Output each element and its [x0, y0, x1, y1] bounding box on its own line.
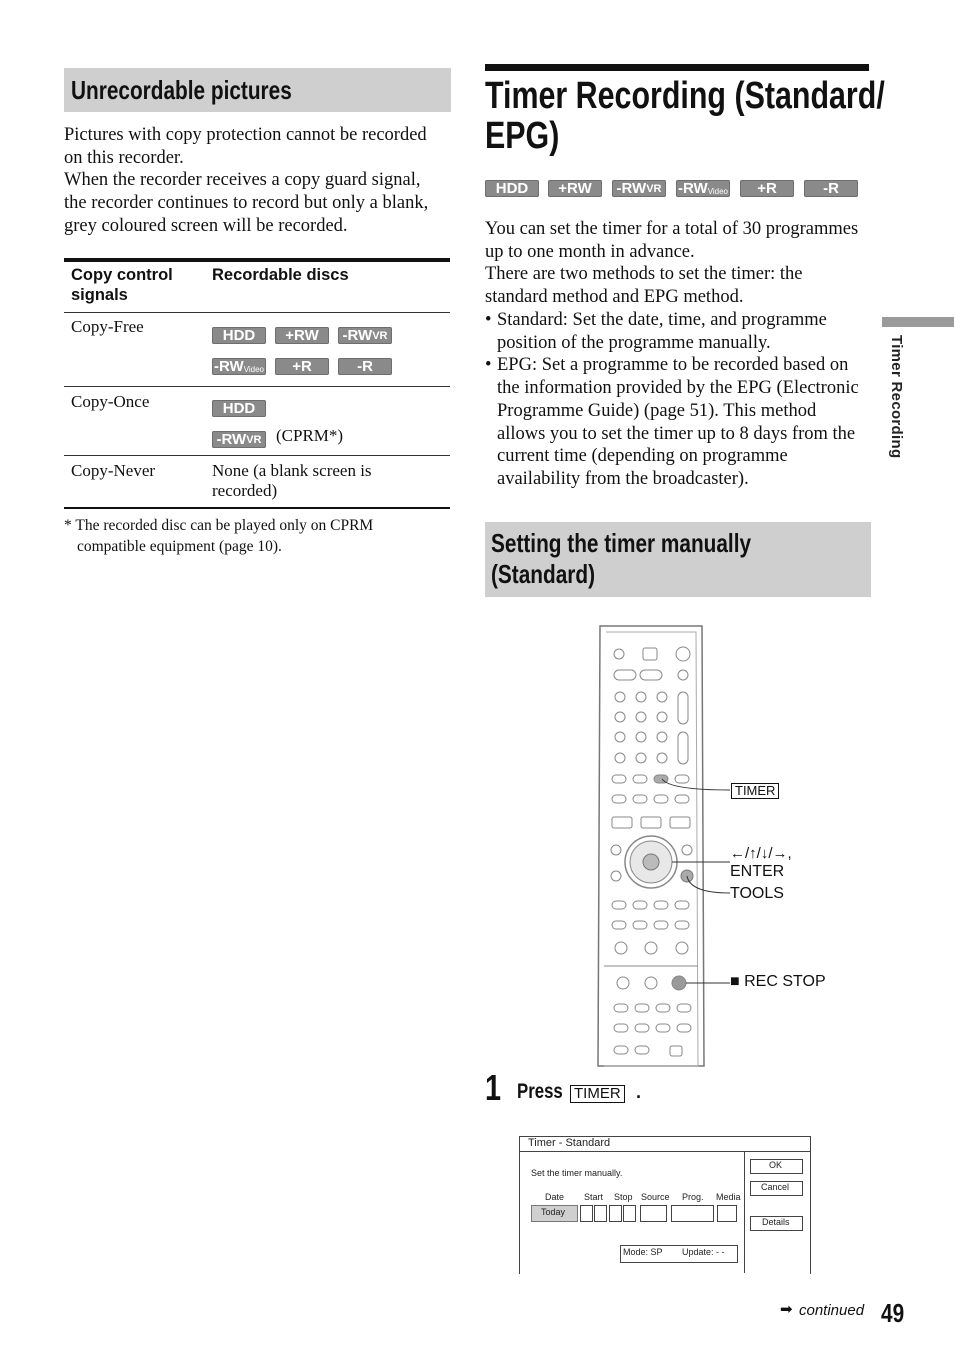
- column-header: Stop: [614, 1192, 633, 1202]
- date-value: Today: [541, 1207, 566, 1217]
- update-status: Update: - -: [682, 1247, 725, 1257]
- table-rule: [64, 386, 450, 387]
- table-cell-signal: Copy-Free: [71, 317, 144, 336]
- column-header: Start: [584, 1192, 604, 1202]
- list-item: • EPG: Set a programme to be recorded based on the information provided by the EPG (Electronic Programme Guide) (page 51). This method allows you to set the timer up to 8 days from the current time (depending on programme availability from the broadcaster).: [485, 355, 859, 489]
- column-header: Prog.: [682, 1192, 704, 1202]
- stop-hour-field[interactable]: [609, 1205, 622, 1222]
- paragraph-line: on this recorder.: [64, 147, 184, 168]
- continued-label: continued: [799, 1302, 865, 1319]
- details-button-label: Details: [762, 1217, 790, 1227]
- plus-r-badge: +R: [740, 180, 794, 197]
- screen-instruction: Set the timer manually.: [531, 1168, 623, 1178]
- side-tab-marker: [882, 317, 954, 327]
- source-field[interactable]: [640, 1205, 667, 1222]
- cprm-note: (CPRM*): [276, 426, 344, 445]
- section-title-manual: Setting the timer manually (Standard): [491, 528, 752, 589]
- table-bottom-rule: [64, 507, 450, 509]
- step-period: .: [636, 1082, 642, 1102]
- table-rule: [64, 312, 450, 313]
- hdd-badge: HDD: [485, 180, 539, 197]
- unrecordable-paragraph: [64, 124, 454, 238]
- arrows-label: ←/↑/↓/→,: [730, 845, 792, 862]
- prog-field[interactable]: [671, 1205, 714, 1222]
- list-item: • Standard: Set the date, time, and programme position of the programme manually.: [485, 310, 827, 353]
- minus-rw-vr-badge: -RW VR: [212, 431, 266, 448]
- tools-label: TOOLS: [730, 885, 784, 902]
- minus-rw-vr-badge: -RW VR: [338, 327, 392, 344]
- column-header: Source: [641, 1192, 670, 1202]
- section-title-unrecordable: Unrecordable pictures: [71, 75, 292, 105]
- plus-r-badge: +R: [275, 358, 329, 375]
- button-panel-divider: [744, 1152, 745, 1273]
- minus-r-badge: -R: [804, 180, 858, 197]
- stop-min-field[interactable]: [623, 1205, 636, 1222]
- start-hour-field[interactable]: [580, 1205, 593, 1222]
- continued-arrow-icon: ➡: [780, 1301, 793, 1318]
- timer-key: TIMER: [570, 1085, 625, 1103]
- table-header-col2: Recordable discs: [212, 266, 349, 284]
- table-cell-discs: None (a blank screen is recorded): [212, 461, 372, 500]
- paragraph-line: When the recorder receives a copy guard signal,: [64, 170, 421, 191]
- table-rule: [64, 455, 450, 456]
- paragraph-line: grey coloured screen will be recorded.: [64, 215, 348, 236]
- media-field[interactable]: [717, 1205, 737, 1222]
- side-tab-label: Timer Recording: [888, 335, 905, 459]
- enter-label: ENTER: [730, 863, 785, 880]
- paragraph-line: Pictures with copy protection cannot be recorded: [64, 125, 427, 145]
- minus-rw-video-badge: -RW Video: [213, 358, 265, 375]
- screen-title: Timer - Standard: [528, 1137, 611, 1149]
- hdd-badge: HDD: [212, 327, 266, 344]
- plus-rw-badge: +RW: [275, 327, 329, 344]
- step-press-text: Press: [517, 1080, 563, 1103]
- title-rule: [485, 64, 869, 71]
- ok-button-label: OK: [769, 1160, 783, 1170]
- table-cell-signal: Copy-Never: [71, 461, 156, 480]
- cancel-button-label: Cancel: [761, 1182, 790, 1192]
- step-number: 1: [485, 1067, 502, 1108]
- column-header: Date: [545, 1192, 565, 1202]
- paragraph-line: the recorder continues to record but only a blank,: [64, 193, 429, 214]
- footnote: * The recorded disc can be played only on CPRM compatible equipment (page 10).: [64, 517, 374, 555]
- table-cell-signal: Copy-Once: [71, 392, 150, 411]
- bullet-list: [485, 309, 875, 491]
- table-header-col1: Copy control signals: [71, 266, 173, 304]
- mode-status: Mode: SP: [623, 1247, 663, 1257]
- minus-r-badge: -R: [338, 358, 392, 375]
- page-number: 49: [881, 1298, 905, 1328]
- page-title: Timer Recording (Standard/ EPG): [485, 75, 885, 157]
- rec-stop-label: ■ REC STOP: [730, 973, 826, 990]
- minus-rw-video-badge: -RW Video: [677, 180, 729, 197]
- column-header: Media: [716, 1192, 741, 1202]
- hdd-badge: HDD: [212, 400, 266, 417]
- remote-control-illustration: [590, 620, 840, 1070]
- minus-rw-vr-badge: -RW VR: [612, 180, 666, 197]
- start-min-field[interactable]: [594, 1205, 607, 1222]
- timer-screen-title-rule: [519, 1151, 810, 1152]
- intro-paragraph: You can set the timer for a total of 30 programmes up to one month in advance. There are two methods to set the timer: the standard method and EPG method.: [485, 219, 859, 308]
- table-top-rule: [64, 258, 450, 262]
- plus-rw-badge: +RW: [548, 180, 602, 197]
- timer-key-label: TIMER: [731, 783, 779, 799]
